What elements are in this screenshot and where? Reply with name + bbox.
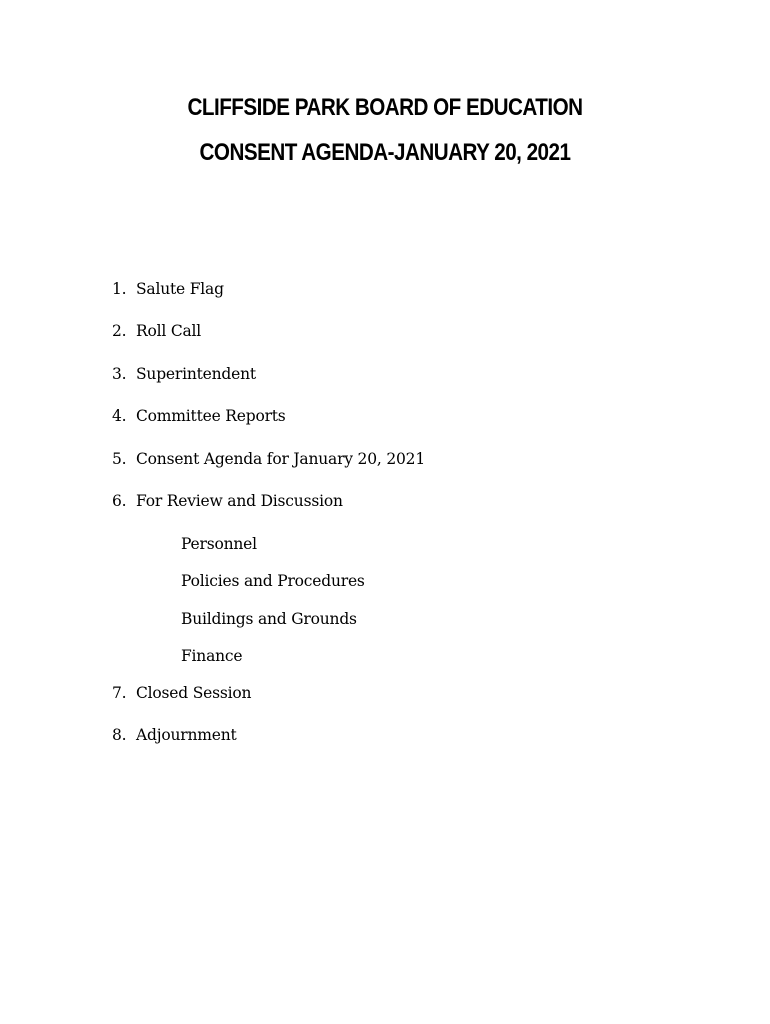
review-subitem-personnel: Personnel [181, 535, 257, 553]
review-subitem-buildings-grounds: Buildings and Grounds [181, 610, 357, 628]
agenda-item-label: For Review and Discussion [136, 492, 343, 510]
document-title-organization: CLIFFSIDE PARK BOARD OF EDUCATION [187, 94, 583, 121]
agenda-item-label: Closed Session [136, 684, 252, 702]
agenda-item-review-discussion [112, 492, 343, 510]
agenda-item-number: 1. [112, 280, 127, 298]
agenda-item-label: Roll Call [136, 322, 202, 340]
agenda-item-label: Adjournment [136, 726, 237, 744]
agenda-item-number: 3. [112, 365, 127, 383]
document-title-agenda-date: CONSENT AGENDA-JANUARY 20, 2021 [199, 139, 571, 166]
agenda-item-number: 7. [112, 684, 127, 702]
agenda-item-closed-session [112, 684, 251, 702]
agenda-item-superintendent [112, 365, 256, 383]
agenda-item-number: 4. [112, 407, 127, 425]
review-subitem-policies-procedures: Policies and Procedures [181, 572, 365, 590]
agenda-item-number: 6. [112, 492, 127, 510]
agenda-item-number: 5. [112, 450, 127, 468]
agenda-item-label: Committee Reports [136, 407, 286, 425]
agenda-item-committee-reports [112, 407, 286, 425]
agenda-item-roll-call [112, 322, 201, 340]
agenda-item-label: Consent Agenda for January 20, 2021 [136, 450, 425, 468]
agenda-item-salute-flag [112, 280, 224, 298]
agenda-item-adjournment [112, 726, 237, 744]
agenda-item-label: Salute Flag [136, 280, 224, 298]
agenda-item-label: Superintendent [136, 365, 256, 383]
agenda-item-number: 2. [112, 322, 127, 340]
review-subitem-finance: Finance [181, 647, 243, 665]
agenda-item-consent-agenda [112, 450, 425, 468]
agenda-item-number: 8. [112, 726, 127, 744]
